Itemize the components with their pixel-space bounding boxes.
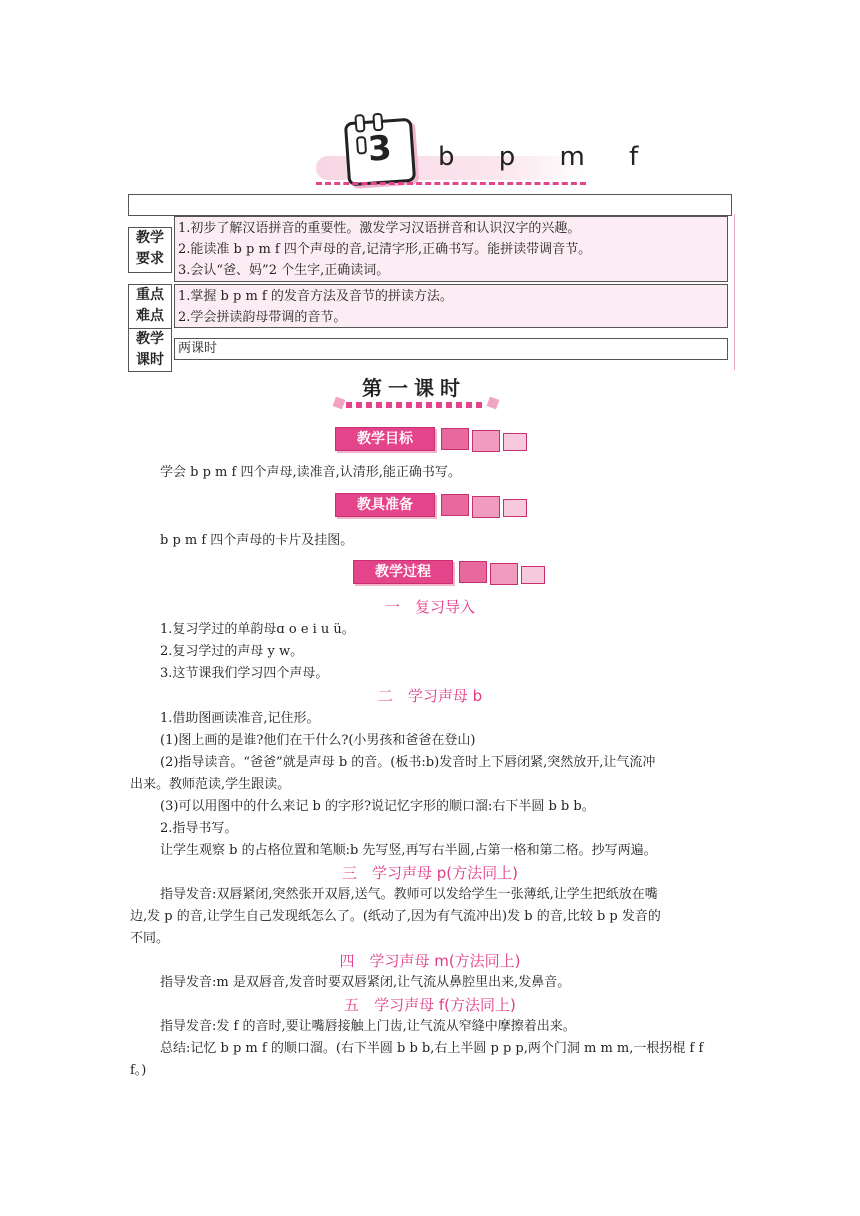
decor-square	[459, 561, 487, 583]
paragraph: 边,发 p 的音,让学生自己发现纸怎么了。(纸动了,因为有气流冲出)发 b 的音,比较 b p 发音的	[130, 909, 661, 924]
header-divider	[316, 182, 586, 185]
paragraph: (3)可以用图中的什么来记 b 的字形?说记忆字形的顺口溜:右下半圆 b b b。	[160, 799, 595, 814]
paragraph: 1.复习学过的单韵母ɑ o e i u ü。	[160, 622, 355, 637]
section-heading: 二 学习声母 b	[377, 687, 483, 705]
decor-square	[441, 428, 469, 450]
lesson-title-divider	[346, 402, 486, 408]
paragraph: 出来。教师范读,学生跟读。	[130, 777, 291, 792]
requirement-line: 2.能读准 b p m f 四个声母的音,记清字形,正确书写。能拼读带调音节。	[178, 242, 592, 257]
decor-square	[472, 430, 500, 452]
tools-text: b p m f 四个声母的卡片及挂图。	[160, 533, 354, 548]
label-line: 教学	[136, 230, 164, 246]
requirement-line: 1.初步了解汉语拼音的重要性。激发学习汉语拼音和认识汉字的兴趣。	[178, 221, 581, 236]
label-line: 要求	[136, 251, 164, 267]
label-line: 难点	[136, 308, 164, 324]
paragraph: (2)指导读音。“爸爸”就是声母 b 的音。(板书:b)发音时上下唇闭紧,突然放开,让气流冲	[160, 755, 656, 770]
section-heading: 五 学习声母 f(方法同上)	[344, 996, 516, 1014]
label-requirements	[128, 227, 172, 273]
decor-square	[503, 433, 527, 451]
lesson-number: 3	[366, 128, 393, 170]
decor-square	[441, 494, 469, 516]
table-header-row	[128, 194, 732, 216]
paragraph: 总结:记忆 b p m f 的顺口溜。(右下半圆 b b b,右上半圆 p p p,两个门洞 m m m,一根拐棍 f f	[160, 1041, 704, 1056]
paragraph: 指导发音:发 f 的音时,要让嘴唇接触上门齿,让气流从窄缝中摩擦着出来。	[160, 1019, 576, 1034]
paragraph: 1.借助图画读准音,记住形。	[160, 711, 320, 726]
key-point-line: 2.学会拼读韵母带调的音节。	[178, 310, 347, 325]
page-title: b p m f	[438, 142, 657, 172]
lesson-title: 第一课时	[362, 376, 466, 400]
paragraph: 2.指导书写。	[160, 821, 238, 836]
section-heading: 三 学习声母 p(方法同上)	[342, 864, 518, 882]
key-points-cell	[174, 284, 728, 328]
decor-square	[333, 397, 346, 410]
decor-square	[487, 397, 500, 410]
label-class-hours	[128, 328, 172, 372]
tag-teaching-tools: 教具准备	[335, 493, 435, 517]
section-heading: 四 学习声母 m(方法同上)	[339, 952, 521, 970]
requirements-cell	[174, 216, 728, 282]
paragraph: f。)	[130, 1063, 147, 1078]
requirement-line: 3.会认“爸、妈”2 个生字,正确读词。	[178, 263, 390, 278]
paragraph: 指导发音:m 是双唇音,发音时要双唇紧闭,让气流从鼻腔里出来,发鼻音。	[160, 975, 571, 990]
class-hours-value: 两课时	[178, 341, 218, 356]
calendar-number-icon	[344, 118, 416, 187]
decor-square	[472, 496, 500, 518]
key-point-line: 1.掌握 b p m f 的发音方法及音节的拼读方法。	[178, 289, 453, 304]
tag-teaching-goal: 教学目标	[335, 427, 435, 451]
paragraph: 2.复习学过的声母 y w。	[160, 644, 304, 659]
paragraph: 3.这节课我们学习四个声母。	[160, 666, 329, 681]
decor-square	[490, 563, 518, 585]
decor-square	[521, 566, 545, 584]
paragraph: 不同。	[130, 931, 170, 946]
tag-teaching-process: 教学过程	[353, 560, 453, 584]
paragraph: 让学生观察 b 的占格位置和笔顺:b 先写竖,再写右半圆,占第一格和第二格。抄写两遍。	[160, 843, 657, 858]
label-line: 教学	[136, 331, 164, 347]
label-line: 课时	[136, 352, 164, 368]
paragraph: 指导发音:双唇紧闭,突然张开双唇,送气。教师可以发给学生一张薄纸,让学生把纸放在嘴	[160, 887, 658, 902]
label-line: 重点	[136, 287, 164, 303]
class-hours-cell	[174, 338, 728, 360]
paragraph: (1)图上画的是谁?他们在干什么?(小男孩和爸爸在登山)	[160, 733, 476, 748]
label-key-points	[128, 284, 172, 330]
decor-square	[503, 499, 527, 517]
goal-text: 学会 b p m f 四个声母,读准音,认清形,能正确书写。	[160, 465, 461, 480]
section-heading: 一 复习导入	[384, 598, 475, 616]
